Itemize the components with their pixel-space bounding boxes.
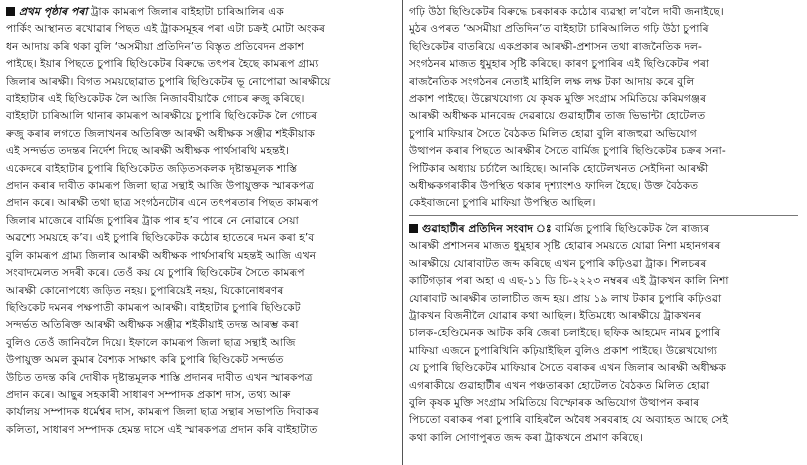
- text-line: আৰক্ষী প্ৰশাসনৰ মাজত ধুমুহাৰ সৃষ্টি হোৱাৰ সময়তে যোৱা নিশা মহানগৰৰ: [409, 239, 721, 253]
- text-line: পিটিকাৰ অধ্যায় চৰ্চালৈ আহিছে। আনকি হোটেলখনত সেইদিনা আৰক্ষী: [409, 161, 709, 175]
- article-separator: [409, 215, 798, 216]
- text-line: উচিত তদন্ত কৰি দোষীক দৃষ্টান্তমূলক শাস্তি প্ৰদানৰ দাবীত এখন স্মাৰকপত্ৰ: [6, 370, 313, 384]
- text-line: কেইবাজনো চুপাৰি মাফিয়া উপস্থিত আছিল।: [409, 196, 596, 210]
- text-line: উত্থাপন কৰাৰ পিছতে আৰক্ষীৰ সৈতে বাৰ্মিজ চুপাৰি ছিণ্ডিকেটৰ চক্ৰৰ সনা-: [409, 144, 726, 158]
- text-line: প্ৰদান কৰে। আছুৰ সহকাৰী সাধাৰণ সম্পাদক প্ৰকাশ দাস, তথ্য আৰু: [6, 387, 291, 401]
- text-line: জিলাৰ আৰক্ষী। বিগত সময়ছোৱাত চুপাৰি ছিণ্ডিকেটৰ ভূ নোপোৱা আৰক্ষীয়ে: [6, 74, 331, 88]
- text-line: প্ৰদান কৰাৰ দাবীত কামৰূপ জিলা ছাত্ৰ সন্থাই আজি উপায়ুক্তক স্মাৰকপত্ৰ: [6, 179, 315, 193]
- text-line: সংবাদমেলত সদৰী কৰে। তেওঁ কয় যে চুপাৰি ছিণ্ডিকেটৰ সৈতে কামৰূপ: [6, 266, 305, 280]
- right-column: [403, 0, 804, 465]
- text-line: প্ৰদান কৰে। আৰক্ষী তথা ছাত্ৰ সংগঠনটোৰ এনে তৎপৰতাৰ পিছত কামৰূপ: [6, 196, 319, 210]
- text-line: প্ৰকাশ পাইছে। উল্লেখযোগ্য যে কৃষক মুক্তি সংগ্ৰাম সমিতিয়ে কৰিমগঞ্জৰ: [409, 92, 707, 106]
- text-line: ৰাজনৈতিক সংগঠনৰ নেতাই মাহিলি লক্ষ লক্ষ টকা আদায় কৰে বুলি: [409, 74, 695, 88]
- text-line: পিচতো বৰাকৰ পৰা চুপাৰি বাহিৰলৈ অবৈধ সৰবৰাহ যে অব্যাহত আছে সেই: [409, 413, 729, 427]
- continued-paragraph-first-line: [6, 3, 396, 20]
- text-line: যে চুপাৰি ছিণ্ডিকেটৰ মাফিয়াৰ সৈতে বৰাকৰ এখন জিলাৰ আৰক্ষী অধীক্ষক: [409, 361, 727, 375]
- text-line: গঢ়ি উঠা ছিণ্ডিকেটৰ বিৰুদ্ধে চৰকাৰক কঠোৰ ব্যৱস্থা ল’বলৈ দাবী জনাইছে।: [409, 5, 724, 18]
- text-line: ৰুজু কৰাৰ লগতে জিলাখনৰ অতিৰিক্ত আৰক্ষী অধীক্ষক সঞ্জীৱ শইকীয়াক: [6, 126, 315, 140]
- text-line: পাইছে। ইয়াৰ পিছতে চুপাৰি ছিণ্ডিকেটৰ বিৰুদ্ধে তৎপৰ হৈছে কামৰূপ গ্ৰাম্য: [6, 57, 319, 71]
- left-column: [0, 0, 402, 465]
- text-line: কাটিগড়াৰ পৰা অহা এ এছ-১১ ডি চি-২২২৩ নম্বৰৰ এই ট্ৰাকখন কালি নিশা: [409, 274, 729, 288]
- text-line: যোৰাবাট আৰক্ষীৰ তালাচীত জব্দ হয়। প্ৰায় ১৯ লাখ টকাৰ চুপাৰি কঢ়িওৱা: [409, 291, 722, 305]
- square-bullet-icon: [6, 7, 15, 16]
- text-line: চালক-হেণ্ডিমেনক আটক কৰি জেৰা চলাইছে। ছফিক আহমেদ নামৰ চুপাৰি: [409, 326, 721, 340]
- text-line: জিলাৰ মাজেৰে বাৰ্মিজ চুপাৰিৰ ট্ৰাক পাৰ হ’ব পাৰে নে নোৱাৰে সেয়া: [6, 213, 299, 227]
- news-item-first-line-text: বাৰ্মিজ চুপাৰি ছিণ্ডিকেটক লৈ ৰাজ্যৰ: [555, 221, 710, 235]
- text-line: ছিণ্ডিকেট দমনৰ পক্ষপাতী কামৰূপ আৰক্ষী। বাইহাটাৰ চুপাৰি ছিণ্ডিকেট: [6, 300, 301, 314]
- text-line: ছিণ্ডিকেটৰ বাতৰিয়ে একপ্ৰকাৰ আৰক্ষী-প্ৰশাসন তথা ৰাজনৈতিক দল-: [409, 39, 702, 53]
- right-body-text-top: [409, 3, 798, 212]
- text-line: ট্ৰাকখন বিজনীলৈ যোৱাৰ কথা আছিল। ইতিমধ্যে আৰক্ষীয়ে ট্ৰাকখনৰ: [409, 308, 702, 322]
- text-line: চুপাৰি মাফিয়াৰ সৈতে বৈঠকত মিলিত হোৱা বুলি ৰাজহুৱা অভিযোগ: [409, 126, 697, 140]
- text-line: মাফিয়া এজনে চুপাৰিখিনি কঢ়িয়াইছিল বুলিও প্ৰকাশ পাইছে। উল্লেখযোগ্য: [409, 343, 718, 357]
- text-line: কলিতা, সাধাৰণ সম্পাদক হেমন্ত দাসে এই স্মাৰকপত্ৰ প্ৰদান কৰি বাইহাটাত: [6, 422, 318, 436]
- text-line: অধীক্ষকগৰাকীৰ উপস্থিত থকাৰ দৃশ্যাংশও ফাদিল হৈছে। উক্ত বৈঠকত: [409, 179, 699, 193]
- text-line: বুলি কৃষক মুক্তি সংগ্ৰাম সমিতিয়ে বিস্ফোৰক অভিযোগ উত্থাপন কৰাৰ: [409, 395, 700, 409]
- square-bullet-icon: [409, 224, 418, 233]
- text-line: এগৰাকীয়ে গুৱাহাটীৰ এখন পঞ্চতাৰকা হোটেলত বৈঠকত মিলিত হোৱা: [409, 378, 710, 392]
- continued-from-label: প্ৰথম পৃষ্ঠাৰ পৰা: [19, 5, 88, 18]
- text-line: পাৰ্কিং আস্থানত ৰখোৱাৰ পিছত এই ট্ৰাকসমূহৰ পৰা এটা চক্ৰই মোটা অংকৰ: [6, 22, 326, 36]
- text-line: অৱশ্যে সময়হে ক’ব। এই চুপাৰি ছিণ্ডিকেটক কঠোৰ হাতেৰে দমন কৰা হ’ব: [6, 231, 315, 245]
- text-line: একেদৰে বাইহাটাৰ চুপাৰি ছিণ্ডিকেটত জড়িতসকলক দৃষ্টান্তমূলক শাস্তি: [6, 161, 298, 175]
- right-body-text-bottom: [409, 237, 798, 446]
- text-line: এই সন্দৰ্ভত তদন্তৰ নিৰ্দেশ দিছে আৰক্ষী অধীক্ষক পাৰ্থসাৰথি মহন্তই।: [6, 144, 289, 158]
- news-item-first-line: [409, 220, 798, 237]
- text-line: সন্দৰ্ভত অতিৰিক্ত আৰক্ষী অধীক্ষক সঞ্জীৱ শইকীয়াই তদন্ত আৰম্ভ কৰা: [6, 318, 299, 332]
- text-line: বাইহাটাৰ এই ছিণ্ডিকেটক লৈ আজি নিজাববীয়াকৈ গোচৰ ৰুজু কৰিছে।: [6, 92, 305, 106]
- text-line: ধন আদায় কৰি থকা বুলি ‘অসমীয়া প্ৰতিদিন’ত বিস্তৃত প্ৰতিবেদন প্ৰকাশ: [6, 39, 305, 53]
- text-line: মুঠৰ ওপৰত ‘অসমীয়া প্ৰতিদিন’ত বাইহাটা চাৰিআলিত গঢ়ি উঠা চুপাৰি: [409, 22, 709, 36]
- first-line-text: ট্ৰাক কামৰূপ জিলাৰ বাইহাটা চাৰিআলিৰ এক: [90, 5, 284, 18]
- text-line: বাইহাটা চাৰিআলি থানাৰ কামৰূপ আৰক্ষীয়ে চুপাৰি ছিণ্ডিকেটক লৈ গোচৰ: [6, 109, 318, 123]
- left-body-text: [6, 20, 396, 438]
- text-line: আৰক্ষীয়ে যোৰাবাটত জব্দ কৰিছে এখন চুপাৰি কঢ়িওৱা ট্ৰাক। শিলচৰৰ: [409, 256, 707, 270]
- dateline-label: গুৱাহাটীৰ প্ৰতিদিন সংবাদ ঃ: [422, 221, 552, 235]
- text-line: আৰক্ষী অধীক্ষক মানবেন্দ্ৰ দেৱৰায়ে গুৱাহাটীৰ তাজ ভিভান্টা হোটেলত: [409, 109, 706, 123]
- text-line: সংগঠনৰ মাজত ধুমুহাৰ সৃষ্টি কৰিছে। কাৰণ চুপাৰিৰ এই ছিণ্ডিকেটৰ পৰা: [409, 57, 710, 71]
- text-line: বুলি কামৰূপ গ্ৰাম্য জিলাৰ আৰক্ষী অধীক্ষক পাৰ্থসাৰথি মহন্তই আজি এখন: [6, 248, 317, 262]
- text-line: আৰক্ষী কোনোপধ্যে জড়িত নহয়। চুপাৰিয়েই নহয়, যিকোনোধৰণৰ: [6, 283, 284, 297]
- text-line: কাৰ্যালয় সম্পাদক ধৰ্মেশ্বৰ দাস, কামৰূপ জিলা ছাত্ৰ সন্থাৰ সভাপতি দিবাকৰ: [6, 405, 319, 419]
- text-line: কথা কালি সোণাপুৰত জব্দ কৰা ট্ৰাকখনে প্ৰমাণ কৰিছে।: [409, 430, 643, 444]
- text-line: বুলিও তেওঁ জানিবলৈ দিয়ে। ইফালে কামৰূপ জিলা ছাত্ৰ সন্থাই আজি: [6, 335, 296, 349]
- text-line: উপায়ুক্ত অমল কুমাৰ বৈশ্যক সাক্ষাৎ কৰি চুপাৰি ছিণ্ডিকেট সন্দৰ্ভত: [6, 353, 284, 367]
